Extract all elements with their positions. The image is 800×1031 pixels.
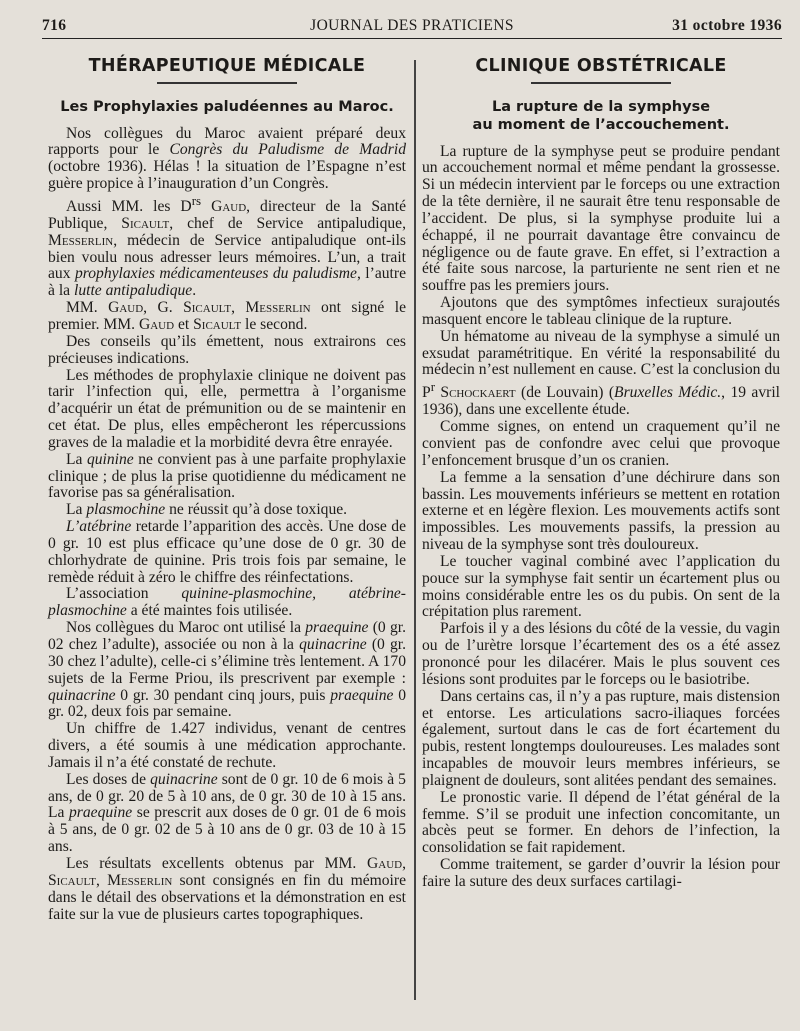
issue-date: 31 octobre 1936 — [672, 17, 782, 34]
right-title-line-2: au moment de l’accouchement. — [472, 116, 730, 133]
right-paragraph: Comme traitement, se garder d’ouvrir la lésion pour faire la suture des deux surfaces cartilagi- — [422, 856, 780, 890]
left-paragraph: La quinine ne convient pas à une parfaite prophylaxie clinique ; de plus la prise quotidienne du médicament ne favorise pas sa généralisation. — [48, 450, 406, 502]
left-paragraph: Un chiffre de 1.427 individus, venant de centres divers, a été soumis à une médication approchante. Jamais il n’a été constaté de rechute. — [48, 720, 406, 771]
left-column — [48, 48, 406, 923]
right-paragraph: Un hématome au niveau de la symphyse a simulé un exsudat paramétritique. En vérité la responsabilité du médecin n’est nullement en cause. C’est la conclusion du $P^r$ Schockaert (de Louvain) (Bruxelles Médic., 19 avril 1936), dans une excellente étude. — [422, 327, 780, 419]
column-divider — [414, 60, 416, 1000]
page-number: 716 — [42, 17, 67, 34]
right-paragraph: Dans certains cas, il n’y a pas rupture, mais distension et entorse. Les articulations sacro-iliaques forcées également, surtout dans le cas de fort écartement du pubis, restent longtemps douloureuses. Les malades sont incapables de mouvoir leurs membres inférieurs, se plaignent de douleurs, sont alitées pendant des semaines. — [422, 687, 780, 789]
left-paragraph: Aussi MM. les $D^{rs}$ Gaud, directeur de la Santé Publique, Sicault, chef de Service antipaludique, Messerlin, médecin de Service antipaludique ont-ils bien voulu nous adresser leurs mémoires. L’un, a trait aux prophylaxies médicamenteuses du paludisme, l’autre à la lutte antipaludique. — [48, 192, 406, 300]
right-paragraph: Le pronostic varie. Il dépend de l’état général de la femme. S’il se produit une infection concomitante, un abcès peut se former. En dehors de l’infection, la consolidation se fait rapidement. — [422, 788, 780, 857]
right-paragraph: Comme signes, on entend un craquement qu’il ne convient pas de confondre avec celui que provoque l’enfoncement brusque d’un os cranien. — [422, 418, 780, 469]
page-header — [42, 14, 782, 39]
right-section-title: CLINIQUE OBSTÉTRICALE — [475, 56, 727, 76]
left-paragraph: Les méthodes de prophylaxie clinique ne doivent pas tarir l’infection qui, elle, permettra à l’organisme d’acquérir un état de prémunition ou de se maintenir en cet état. De plus, elles empêcheront les répercussions graves de la maladie et la morbidité devra être enrayée. — [48, 366, 406, 451]
right-paragraph: La rupture de la symphyse peut se produire pendant un accouchement normal et même pendant la grossesse. Si un médecin intervient par le forceps ou une extraction de la tête dernière, il ne saurait être tenu responsable de l’accident. De plus, si la symphyse produite lui a échappé, il ne pourrait davantage être convaincu de négligence ou de faute grave. En effet, si l’extraction a été faite sous narcose, la parturiente ne sent rien et ne souffre pas les premiers jours. — [422, 142, 780, 295]
left-paragraph: Nos collègues du Maroc ont utilisé la praequine (0 gr. 02 chez l’adulte), associée ou non à la quinacrine (0 gr. 30 chez l’adulte), celle-ci s’élimine très lentement. A 170 sujets de la Ferme Priou, ils prescrivent par exemple : quinacrine 0 gr. 30 pendant cinq jours, puis praequine 0 gr. 02, deux fois par semaine. — [48, 619, 406, 721]
left-paragraph: Des conseils qu’ils émettent, nous extrairons ces précieuses indications. — [48, 332, 406, 367]
right-paragraph: Ajoutons que des symptômes infectieux surajoutés masquent encore le tableau clinique de la rupture. — [422, 294, 780, 328]
right-title-line-1: La rupture de la symphyse — [491, 98, 711, 115]
left-paragraph: La plasmochine ne réussit qu’à dose toxique. — [66, 501, 348, 519]
left-article-body — [48, 126, 406, 924]
right-article-title — [422, 98, 780, 134]
right-paragraph: La femme a la sensation d’une déchirure dans son bassin. Les mouvements inférieurs se mettent en rotation externe et en légère flexion. Les mouvements actifs sont impossibles. Les mouvements passifs, la pression au niveau de la symphyse sont très douloureux. — [422, 468, 780, 554]
left-paragraph: Nos collègues du Maroc avaient préparé deux rapports pour le Congrès du Paludisme de Madrid (octobre 1936). Hélas ! la situation de l’Espagne n’est guère propice à l’inauguration d’un Congrès. — [48, 124, 406, 193]
journal-title: JOURNAL DES PRATICIENS — [310, 17, 514, 34]
right-column — [422, 48, 780, 891]
right-paragraph: Parfois il y a des lésions du côté de la vessie, du vagin ou de l’urètre lorsque l’écartement des os a été assez prononcé pour les dilacérer. Mais le plus souvent ces lésions sont produites par le forceps ou le basiotribe. — [422, 620, 780, 688]
right-article-body — [422, 144, 780, 891]
right-section-rule — [531, 82, 671, 84]
left-section-rule — [157, 82, 297, 84]
left-paragraph: Les doses de quinacrine sont de 0 gr. 10 de 6 mois à 5 ans, de 0 gr. 20 de 5 à 10 ans, de 0 gr. 30 de 10 à 15 ans. La praequine se prescrit aux doses de 0 gr. 01 de 6 mois à 5 ans, de 0 gr. 02 de 5 à 10 ans de 0 gr. 03 de 10 à 15 ans. — [48, 770, 406, 856]
right-paragraph: Le toucher vaginal combiné avec l’application du pouce sur la symphyse fait sentir un écartement plus ou moins considérable entre les os du pubis. On sent de la crépitation plus rarement. — [422, 552, 780, 621]
left-paragraph: L’atébrine retarde l’apparition des accès. Une dose de 0 gr. 10 est plus efficace qu’une dose de 0 gr. 30 de chlorhydrate de quinine. Pris trois fois par semaine, le remède réduit à zéro le chiffre des réinfectations. — [48, 518, 406, 586]
left-paragraph: Les résultats excellents obtenus par MM. Gaud, Sicault, Messerlin sont consignés en fin du mémoire dans le détail des observations et la démonstration en est faite sur la vue de plusieurs cartes topographiques. — [48, 854, 406, 923]
left-paragraph: L’association quinine-plasmochine, atébrine-plasmochine a été maintes fois utilisée. — [48, 585, 406, 620]
left-paragraph: MM. Gaud, G. Sicault, Messerlin ont signé le premier. MM. Gaud et Sicault le second. — [48, 299, 406, 333]
left-section-title: THÉRAPEUTIQUE MÉDICALE — [88, 56, 366, 76]
left-article-title: Les Prophylaxies paludéennes au Maroc. — [60, 98, 394, 115]
